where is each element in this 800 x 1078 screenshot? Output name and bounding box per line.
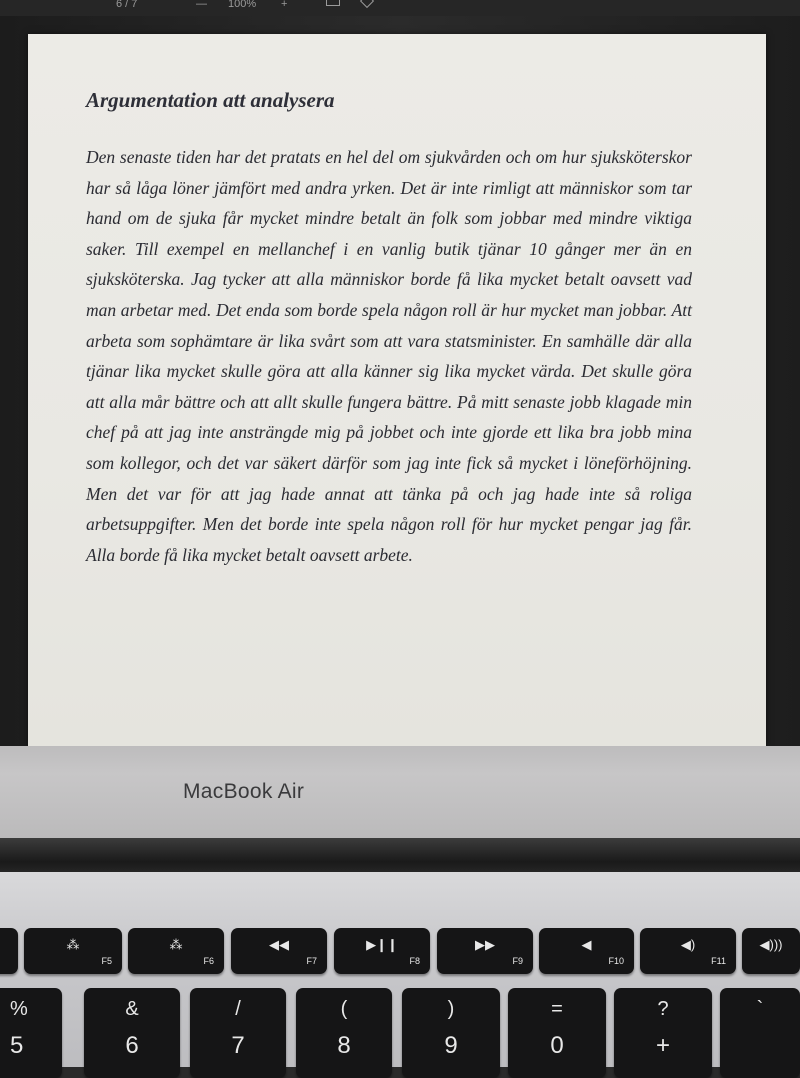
sidebar-toggle-icon[interactable] bbox=[326, 0, 340, 6]
key-f7[interactable] bbox=[231, 928, 327, 974]
key-f10[interactable] bbox=[539, 928, 634, 974]
document-body: Den senaste tiden har det pratats en hel del om sjukvården och om hur sjuksköterskor har så låga löner jämfört med andra yrken. Det är inte rimligt att människor som tar hand om de sjuka får mycket mindre betalt än folk som jobbar med mindre viktiga saker. Till exempel en mellanchef i en vanlig butik tjänar 10 gånger mer än en sjuksköterska. Jag tycker att alla människor borde få lika mycket betalt oavsett vad man arbetar med. Det enda som borde spela någon roll är hur mycket man jobbar. Att arbeta som sophämtare är lika svårt som att vara statsminister. En samhälle där alla tjänar lika mycket skulle göra att alla känner sig lika mycket värda. Det skulle göra att alla mår bättre och att allt skulle fungera bättre. På mitt senaste jobb klagade min chef på att jag inte ansträngde mig på jobbet och inte gjorde ett lika bra jobb mina som kollegor, och det var säkert därför som jag inte fick så mycket i löneförhöjning. Men det var för att jag hade annat att tänka på och jag hade inte så roliga arbetsuppgifter. Men det borde inte spela någon roll för hur mycket pengar jag får. Alla borde få lika mycket betalt oavsett arbete. bbox=[86, 147, 692, 565]
key-f11[interactable] bbox=[640, 928, 736, 974]
key-label: F7 bbox=[306, 956, 317, 966]
fast-forward-icon: ▶▶ bbox=[475, 937, 495, 952]
key-f12[interactable] bbox=[742, 928, 800, 974]
key-digit: 7 bbox=[231, 1032, 245, 1059]
key-0[interactable] bbox=[508, 988, 606, 1078]
key-digit: 5 bbox=[10, 1032, 24, 1059]
key-digit: 6 bbox=[125, 1032, 139, 1059]
key-symbol: % bbox=[10, 998, 28, 1020]
key-label: F9 bbox=[512, 956, 523, 966]
key-symbol: / bbox=[235, 998, 241, 1020]
key-label: F11 bbox=[711, 956, 726, 966]
key-symbol: ` bbox=[756, 998, 764, 1020]
key-label: F6 bbox=[203, 956, 214, 966]
key-label: F10 bbox=[608, 956, 624, 966]
key-f4[interactable] bbox=[0, 928, 18, 974]
volume-down-icon: ◀) bbox=[680, 937, 696, 952]
key-f8[interactable] bbox=[334, 928, 430, 974]
rewind-icon: ◀◀ bbox=[269, 937, 289, 952]
key-6[interactable] bbox=[84, 988, 180, 1078]
pdf-toolbar bbox=[0, 0, 800, 16]
keyboard-brightness-up-icon: ⁂ bbox=[169, 937, 183, 952]
document-title: Argumentation att analysera bbox=[86, 88, 335, 112]
key-f6[interactable] bbox=[128, 928, 224, 974]
play-pause-icon: ▶❙❙ bbox=[366, 937, 398, 952]
mute-icon: ◀ bbox=[581, 937, 592, 952]
key-f9[interactable] bbox=[437, 928, 533, 974]
key-symbol: ( bbox=[340, 998, 348, 1020]
key-digit: 0 bbox=[550, 1032, 564, 1059]
key-symbol: & bbox=[125, 998, 139, 1020]
page-indicator: 6 / 7 bbox=[116, 0, 138, 10]
key-plus[interactable] bbox=[614, 988, 712, 1078]
key-digit: 8 bbox=[337, 1032, 351, 1059]
key-symbol: ) bbox=[447, 998, 455, 1020]
zoom-out-button[interactable]: — bbox=[196, 0, 207, 10]
key-symbol: = bbox=[551, 998, 563, 1020]
key-label: F5 bbox=[101, 956, 112, 966]
key-9[interactable] bbox=[402, 988, 500, 1078]
key-symbol: ? bbox=[657, 998, 669, 1020]
rotate-icon[interactable] bbox=[360, 0, 374, 8]
key-8[interactable] bbox=[296, 988, 392, 1078]
key-digit: + bbox=[655, 1032, 670, 1059]
key-f5[interactable] bbox=[24, 928, 122, 974]
key-acute[interactable] bbox=[720, 988, 800, 1078]
document-page bbox=[28, 34, 766, 746]
volume-up-icon: ◀))) bbox=[759, 937, 783, 952]
screen-bezel bbox=[0, 746, 800, 838]
brand-label: MacBook Air bbox=[183, 780, 305, 803]
key-label: F8 bbox=[409, 956, 420, 966]
zoom-level: 100% bbox=[228, 0, 257, 10]
key-5[interactable] bbox=[0, 988, 62, 1078]
zoom-in-button[interactable]: + bbox=[281, 0, 288, 10]
keyboard-brightness-down-icon: ⁂ bbox=[66, 937, 80, 952]
key-digit: 9 bbox=[444, 1032, 458, 1059]
key-7[interactable] bbox=[190, 988, 286, 1078]
